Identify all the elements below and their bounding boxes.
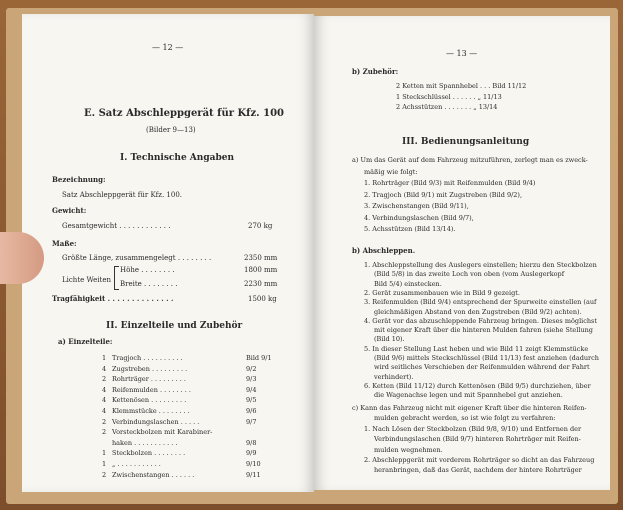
part-quantity: 2 <box>102 375 107 384</box>
label-bezeichnung: Bezeichnung: <box>52 175 106 184</box>
part-reference: 9/3 <box>246 375 257 384</box>
instruction-line: 3. Zwischenstangen (Bild 9/11), <box>364 202 469 210</box>
part-name: Kettenösen . . . . . . . . . <box>112 396 187 405</box>
part-name: Zwischenstangen . . . . . . <box>112 470 195 479</box>
accessory-item: 2 Achsstützen . . . . . . . „ 13/14 <box>396 103 498 111</box>
section-title: E. Satz Abschleppgerät für Kfz. 100 <box>84 108 284 119</box>
part-quantity: 4 <box>102 407 107 415</box>
value-hoehe: 1800 mm <box>244 266 278 274</box>
item-tragfaehigkeit: Tragfähigkeit . . . . . . . . . . . . . . <box>52 294 174 303</box>
value-bezeichnung: Satz Abschleppgerät für Kfz. 100. <box>62 191 182 199</box>
instruction-line: 2. Abschleppgerät mit vorderem Rohrträger so dicht an das Fahrzeug <box>364 456 595 464</box>
item-gesamtgewicht: Gesamtgewicht . . . . . . . . . . . . <box>62 222 171 230</box>
accessory-item: 1 Steckschlüssel . . . . . . „ 11/13 <box>396 92 502 101</box>
part-reference: Bild 9/1 <box>246 354 272 362</box>
item-breite: Breite . . . . . . . . <box>120 280 178 288</box>
heading-technical-data: I. Technische Angaben <box>120 153 235 163</box>
label-masse: Maße: <box>52 239 77 248</box>
label-zubehoer: b) Zubehör: <box>352 67 399 76</box>
part-quantity: 2 <box>102 428 107 437</box>
instruction-line: (Bild 9/6) mittels Steckschlüssel (Bild 11/13) fest anziehen (dadurch <box>374 354 599 362</box>
label-abschleppen: b) Abschleppen. <box>352 246 416 255</box>
part-name: Reifenmulden . . . . . . . . <box>112 385 191 394</box>
part-reference: 9/7 <box>246 417 257 426</box>
instruction-line: Verbindungslaschen (Bild 9/7) hinteren Rohrträger mit Reifen- <box>374 435 581 444</box>
instruction-line: gleichmäßigen Abstand von den Zugstreben (Bild 9/2) achten). <box>374 307 582 316</box>
instruction-line: mulden gebracht werden, so ist wie folgt zu verfahren: <box>374 414 556 423</box>
label-einzelteile: a) Einzelteile: <box>58 337 113 346</box>
part-reference: 9/2 <box>246 364 257 373</box>
part-reference: 9/6 <box>246 407 257 415</box>
part-reference: 9/10 <box>246 460 261 468</box>
part-quantity: 2 <box>102 470 107 479</box>
value-breite: 2230 mm <box>244 280 278 288</box>
heading-einzelteile: II. Einzelteile und Zubehör <box>106 321 243 331</box>
accessory-item: 2 Ketten mit Spannhebel . . . Bild 11/12 <box>396 82 527 90</box>
instruction-line: a) Um das Gerät auf dem Fahrzeug mitzuführen, zerlegt man es zweck- <box>352 156 588 164</box>
value-groesste-laenge: 2350 mm <box>244 254 278 262</box>
part-quantity: 2 <box>102 417 107 426</box>
instruction-line: 2. Tragjoch (Bild 9/1) mit Zugstreben (Bild 9/2), <box>364 190 523 199</box>
page-number: — 12 — <box>152 43 184 52</box>
instruction-line: 5. Achsstützen (Bild 13/14). <box>364 225 456 233</box>
page-number: — 13 — <box>446 49 478 58</box>
item-hoehe: Höhe . . . . . . . . <box>120 266 175 274</box>
part-quantity: 4 <box>102 364 107 373</box>
instruction-line: (Bild 5/8) in das zweite Loch von oben (vom Auslegerkopf <box>374 270 565 279</box>
instruction-line: mulden wegnehmen. <box>374 445 443 454</box>
part-reference: 9/4 <box>246 385 257 394</box>
right-page <box>314 16 610 490</box>
instruction-line: 1. Nach Lösen der Steckbolzen (Bild 9/8, 9/10) und Entfernen der <box>364 424 582 433</box>
instruction-line: die Wagenachse legen und mit Spannhebel gut anziehen. <box>374 391 563 400</box>
part-reference: 9/11 <box>246 470 261 479</box>
part-name: Vorsteckbolzen mit Karabiner- <box>112 428 213 437</box>
label-gewicht: Gewicht: <box>52 206 87 215</box>
instruction-line: mit eigener Kraft über die hinteren Mulden fahren (siehe Stellung <box>374 326 593 335</box>
instruction-line: c) Kann das Fahrzeug nicht mit eigener Kraft über die hinteren Reifen- <box>352 404 587 412</box>
part-quantity: 4 <box>102 396 107 405</box>
value-tragfaehigkeit: 1500 kg <box>248 295 277 303</box>
part-name: haken . . . . . . . . . . . <box>112 438 178 447</box>
instruction-line: 5. In dieser Stellung Last heben und wie Bild 11 zeigt Klemmstücke <box>364 344 589 353</box>
instruction-line: Bild 5/4) einstecken. <box>374 279 442 288</box>
part-name: Rohrträger . . . . . . . . . <box>112 375 187 384</box>
part-name: Verbindungslaschen . . . . . <box>112 417 200 426</box>
brace <box>114 266 119 290</box>
part-name: Tragjoch . . . . . . . . . . <box>112 354 183 362</box>
instruction-line: 1. Rohrträger (Bild 9/3) mit Reifenmulden (Bild 9/4) <box>364 179 536 187</box>
instruction-line: heranbringen, daß das Gerät, nachdem der hintere Rohrträger <box>374 466 582 475</box>
heading-bedienungsanleitung: III. Bedienungsanleitung <box>402 137 530 147</box>
part-quantity: 1 <box>102 354 107 362</box>
part-name: Zugstreben . . . . . . . . . <box>112 364 188 373</box>
part-quantity: 4 <box>102 385 107 394</box>
part-name: Klemmstücke . . . . . . . . <box>112 407 190 415</box>
left-page <box>22 14 314 492</box>
part-reference: 9/5 <box>246 396 257 405</box>
item-groesste-laenge: Größte Länge, zusammengelegt . . . . . . . . <box>62 254 212 262</box>
instruction-line: 4. Verbindungslaschen (Bild 9/7), <box>364 213 474 222</box>
part-reference: 9/9 <box>246 449 257 458</box>
part-reference: 9/8 <box>246 438 257 447</box>
part-name: „ . . . . . . . . . . . <box>112 460 161 468</box>
instruction-line: mäßig wie folgt: <box>364 167 418 176</box>
part-quantity: 1 <box>102 460 107 468</box>
label-lichte-weiten: Lichte Weiten <box>62 276 111 284</box>
value-gesamtgewicht: 270 kg <box>248 222 273 230</box>
part-quantity: 1 <box>102 449 107 458</box>
instruction-line: 3. Reifenmulden (Bild 9/4) entsprechend der Spurweite einstellen (auf <box>364 298 597 307</box>
part-name: Steckbolzen . . . . . . . . <box>112 449 186 458</box>
instruction-line: 2. Gerät zusammenbauen wie in Bild 9 gezeigt. <box>364 288 520 297</box>
instruction-line: 1. Abschleppstellung des Auslegers einstellen; hierzu den Steckbolzen <box>364 261 597 269</box>
instruction-line: 6. Ketten (Bild 11/12) durch Kettenösen (Bild 9/5) durchziehen, über <box>364 381 591 390</box>
instruction-line: 4. Gerät vor das abzuschleppende Fahrzeug bringen. Dieses möglichst <box>364 316 598 325</box>
instruction-line: (Bild 10). <box>374 335 405 344</box>
instruction-line: wird seitliches Verschieben der Reifenmulden während der Fahrt <box>374 363 590 372</box>
instruction-line: verhindert). <box>374 372 414 381</box>
section-subtitle: (Bilder 9—13) <box>146 126 196 134</box>
